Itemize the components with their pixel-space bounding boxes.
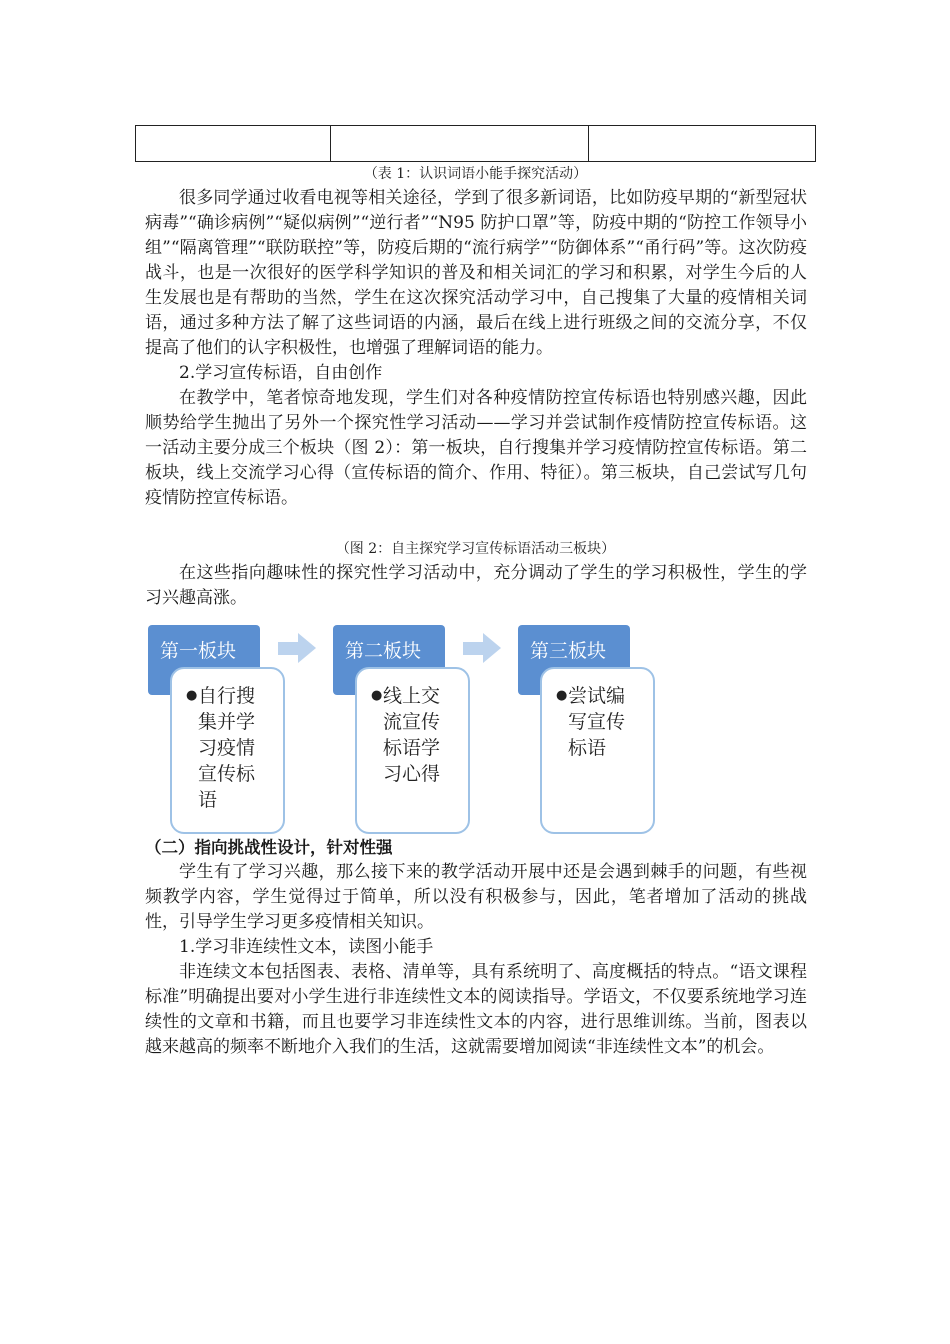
table-fragment: [135, 125, 816, 162]
three-stage-diagram: [140, 620, 670, 835]
subheading: 1.学习非连续性文本，读图小能手: [179, 937, 434, 957]
stage-card: [540, 667, 655, 834]
text-block-3: [145, 835, 807, 1060]
stage-item: 尝试编写宣传标语: [568, 685, 626, 759]
text-block-1: [145, 186, 807, 511]
paragraph: 在这些指向趣味性的探究性学习活动中，充分调动了学生的学习积极性，学生的学习兴趣高涨。: [145, 563, 807, 608]
table-cell: [331, 126, 588, 161]
figure-caption: （图 2：自主探究学习宣传标语活动三板块）: [335, 541, 616, 557]
subheading: 2.学习宣传标语，自由创作: [179, 363, 383, 383]
table-caption: （表 1：认识词语小能手探究活动）: [363, 166, 588, 182]
stage-title: 第三板块: [518, 625, 630, 695]
table-cell: [136, 126, 331, 161]
section-heading: （二）指向挑战性设计，针对性强: [145, 838, 393, 857]
stage-card: [170, 667, 285, 834]
stage-card: [355, 667, 470, 834]
stage-title: 第一板块: [148, 625, 260, 695]
stage-item: 线上交流宣传标语学习心得: [383, 685, 441, 785]
paragraph: 学生有了学习兴趣，那么接下来的教学活动开展中还是会遇到棘手的问题，有些视频教学内容，学生觉得过于简单，所以没有积极参与，因此，笔者增加了活动的挑战性，引导学生学习更多疫情相关知识。: [145, 862, 807, 932]
table-cell: [589, 126, 815, 161]
text-block-2: [145, 561, 807, 611]
paragraph: 在教学中，笔者惊奇地发现，学生们对各种疫情防控宣传标语也特别感兴趣，因此顺势给学生抛出了另外一个探究性学习活动——学习并尝试制作疫情防控宣传标语。这一活动主要分成三个板块（图 2）：第一板块，自行搜集并学习疫情防控宣传标语。第二板块，线上交流学习心得（宣传标语的简介、作用、特征）。第三板块，自己尝试写几句疫情防控宣传标语。: [145, 388, 807, 508]
stage-title: 第二板块: [333, 625, 445, 695]
stage-item: 自行搜集并学习疫情宣传标语: [198, 685, 256, 811]
bullet-icon: ●: [371, 688, 383, 703]
paragraph: 很多同学通过收看电视等相关途径，学到了很多新词语，比如防疫早期的“新型冠状病毒”“确诊病例”“疑似病例”“逆行者”“N95 防护口罩”等，防疫中期的“防控工作领导小组”“隔离管理”“联防联控”等，防疫后期的“流行病学”“防御体系”“甬行码”等。这次防疫战斗，也是一次很好的医学科学知识的普及和相关词汇的学习和积累，对学生今后的人生发展也是有帮助的当然，学生在这次探究活动学习中，自己搜集了大量的疫情相关词语，通过多种方法了解了这些词语的内涵，最后在线上进行班级之间的交流分享，不仅提高了他们的认字积极性，也增强了理解词语的能力。: [145, 188, 807, 358]
bullet-icon: ●: [186, 688, 198, 703]
paragraph: 非连续文本包括图表、表格、清单等，具有系统明了、高度概括的特点。“语文课程标准”明确提出要对小学生进行非连续性文本的阅读指导。学语文，不仅要系统地学习连续性的文章和书籍，而且也要学习非连续性文本的内容，进行思维训练。当前，图表以越来越高的频率不断地介入我们的生活，这就需要增加阅读“非连续性文本”的机会。: [145, 962, 807, 1057]
bullet-icon: ●: [556, 688, 568, 703]
